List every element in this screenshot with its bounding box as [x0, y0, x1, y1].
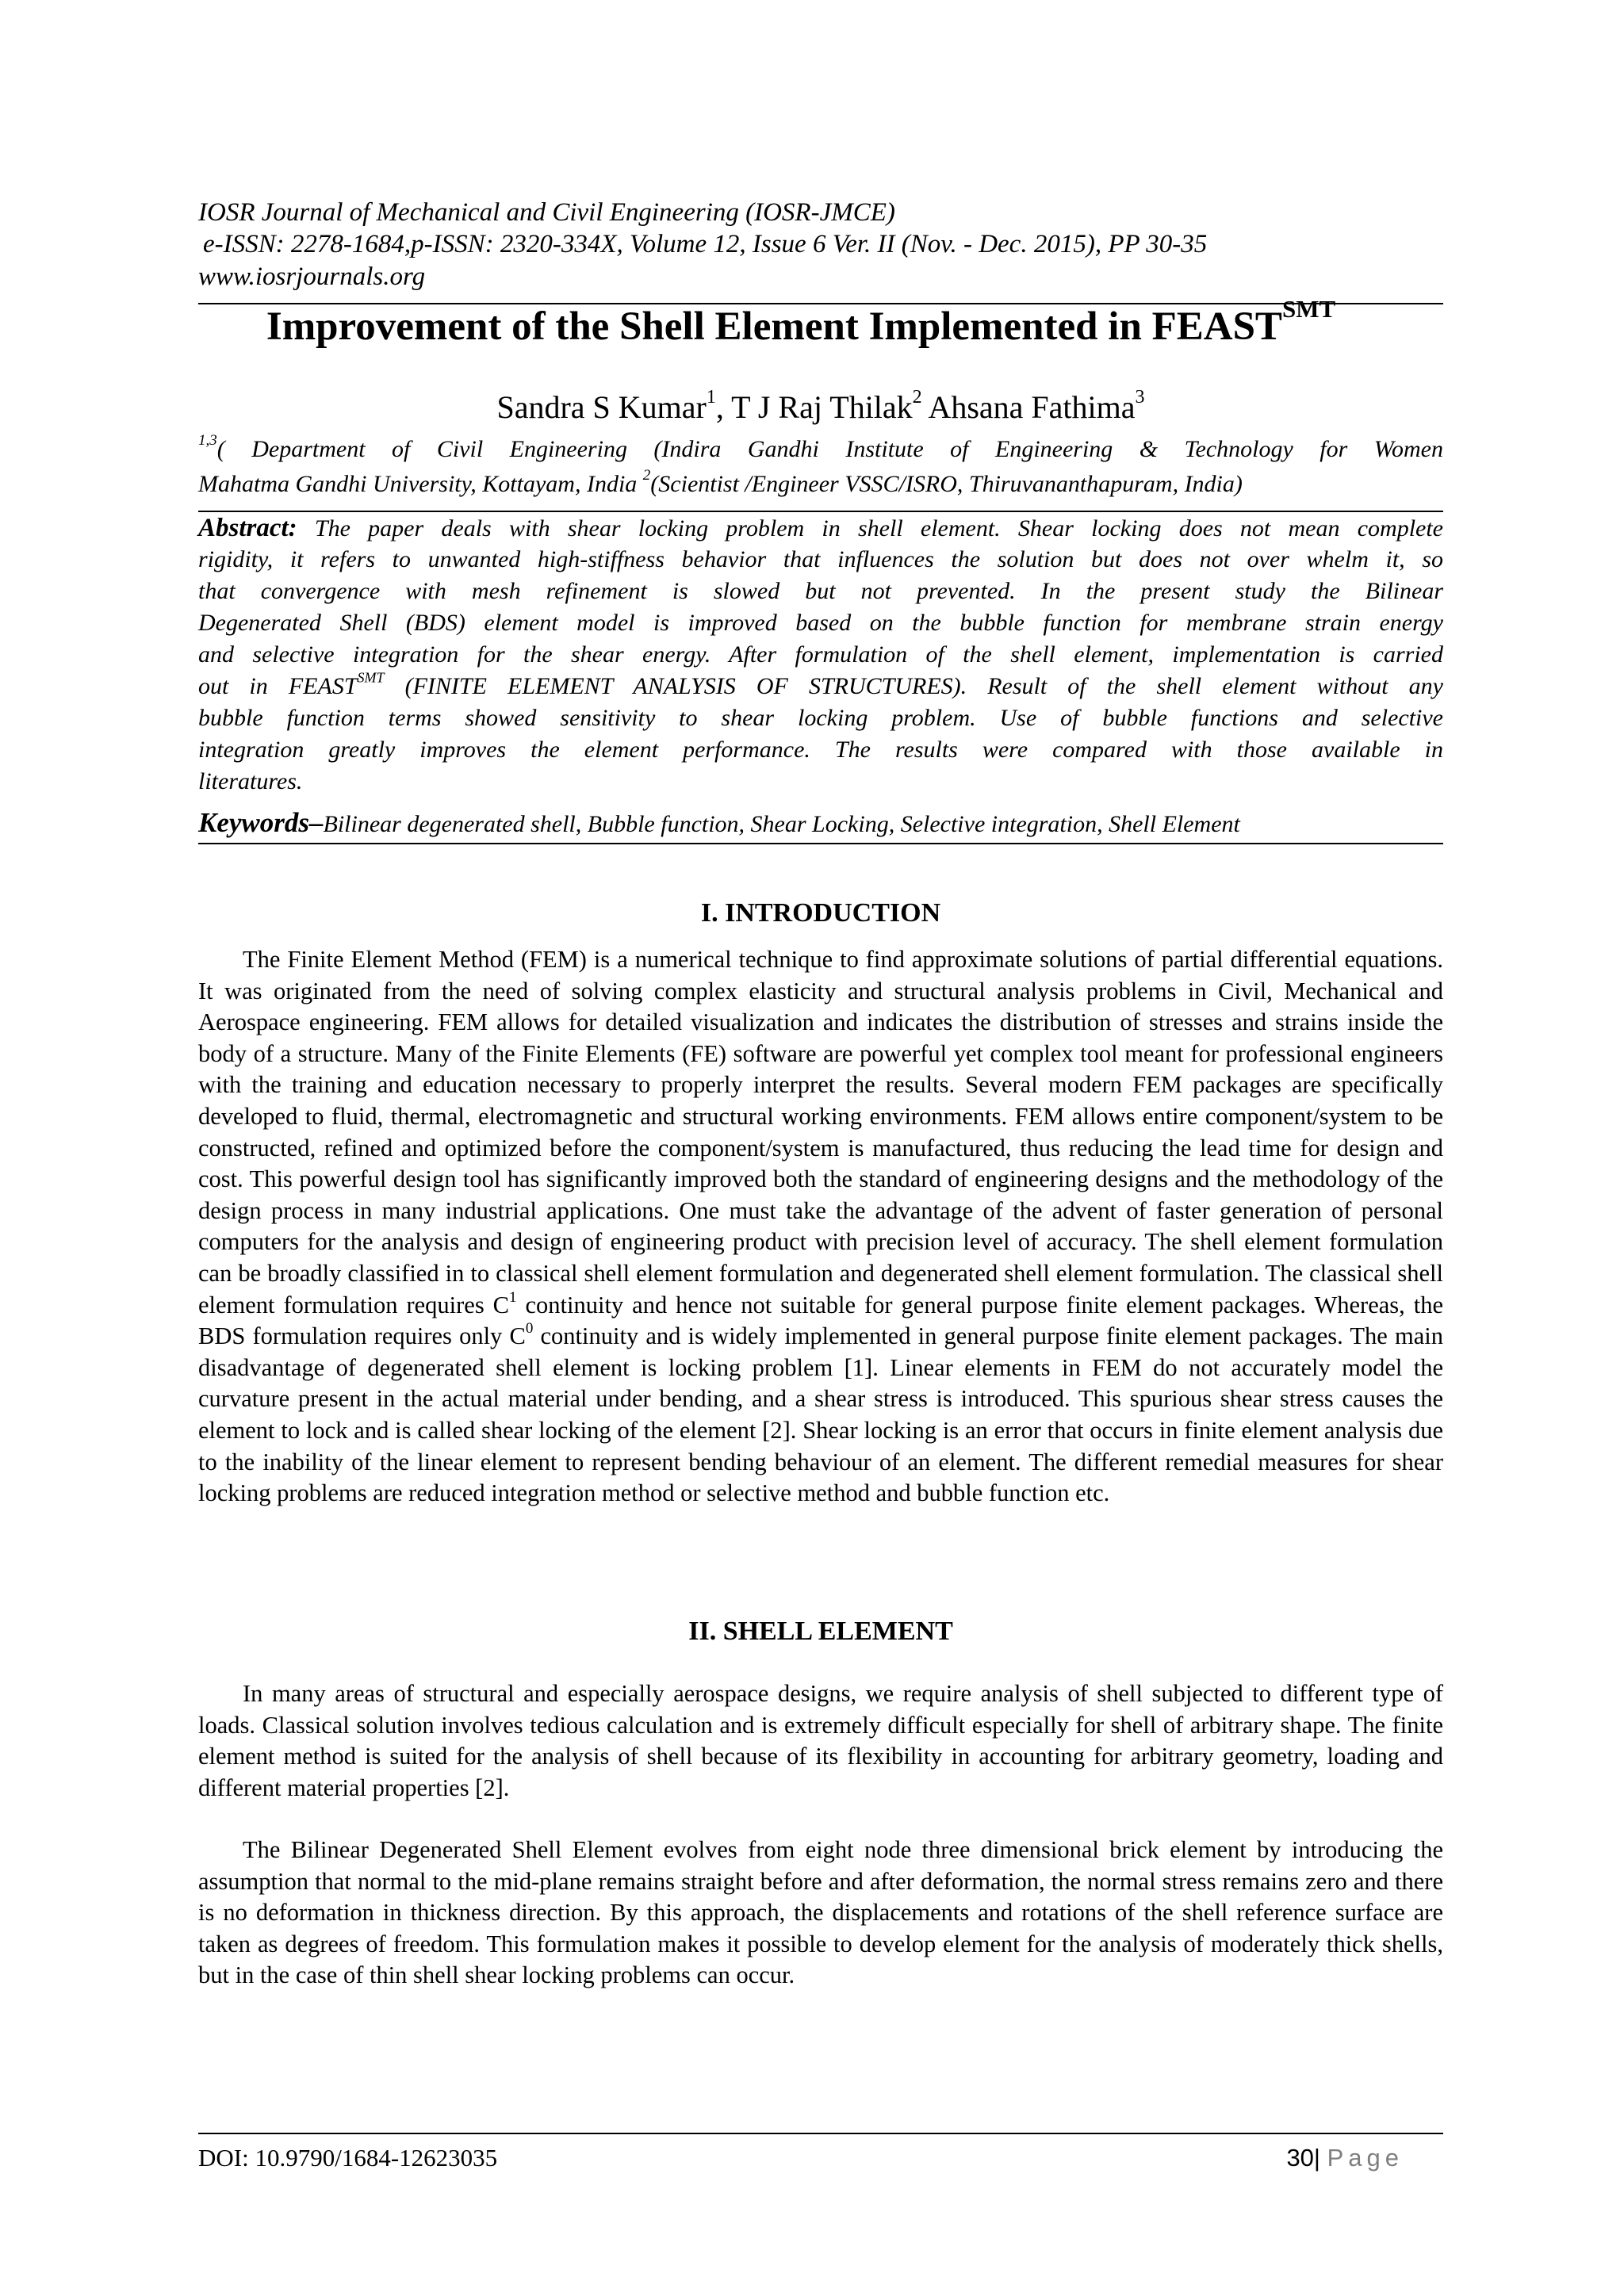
abstract-line: that convergence with mesh refinement is slowed but not prevented. In the present study the Bilinear [198, 578, 1443, 604]
abstract-line: bubble function terms showed sensitivity to shear locking problem. Use of bubble functions and selective [198, 705, 1443, 731]
abstract-line: out in $FEAST^{SMT}$ (FINITE ELEMENT ANALYSIS OF STRUCTURES). Result of the shell element without any [198, 669, 1443, 699]
author-sup: 3 [1135, 386, 1145, 408]
author-separator: , [715, 389, 732, 425]
keywords-bottom-rule [198, 843, 1443, 844]
abstract-label: Abstract: [198, 514, 297, 542]
journal-name: IOSR Journal of Mechanical and Civil Engineering (IOSR-JMCE) [198, 198, 895, 227]
abstract-block [198, 512, 1443, 798]
keywords-label: Keywords– [198, 807, 324, 838]
journal-url[interactable]: www.iosrjournals.org [198, 262, 426, 291]
intro-paragraph: The Finite Element Method (FEM) is a numerical technique to find approximate solutions of partial differential equations. It was originated from the need of solving complex elasticity and structural analysis problems in Civil, Mechanical and Aerospace engineering. FEM allows for detailed visualization and indicates the distribution of stresses and strains inside the body of a structure. Many of the Finite Elements (FE) software are powerful yet complex tool meant for professional engineers with the training and education necessary to properly interpret the results. Several modern FEM packages are specifically developed to fluid, thermal, electromagnetic and structural working environments. FEM allows entire component/system to be constructed, refined and optimized before the component/system is manufactured, thus reducing the lead time for design and cost. This powerful design tool has significantly improved both the standard of engineering designs and the methodology of the design process in many industrial applications. One must take the advantage of the advent of faster generation of personal computers for the analysis and design of engineering product with precision level of accuracy. The shell element formulation can be broadly classified in to classical shell element formulation and degenerated shell element formulation. The classical shell element formulation requires $C^1$ continuity and hence not suitable for general purpose finite element packages. Whereas, the BDS formulation requires only $C^0$ continuity and is widely implemented in general purpose finite element packages. The main disadvantage of degenerated shell element is locking problem [1]. Linear elements in FEM do not accurately model the curvature present in the actual material under bending, and a shear stress is introduced. This spurious shear stress causes the element to lock and is called shear locking of the element [2]. Shear locking is an error that occurs in finite element analysis due to the inability of the linear element to represent bending behaviour of an element. The different remedial measures for shear locking problems are reduced integration method or selective method and bubble function etc. [198, 946, 1443, 1507]
author-name: Ahsana Fathima [928, 389, 1136, 425]
title-text: Improvement of the Shell Element Implemented in FEAST [266, 304, 1282, 349]
keywords [198, 806, 1443, 841]
abstract-line: Abstract: The paper deals with shear locking problem in shell element. Shear locking does not mean complete [198, 514, 1443, 542]
title-superscript: SMT [1281, 295, 1336, 323]
affiliation-sup: 1,3 [198, 431, 217, 449]
author-list [198, 388, 1443, 427]
page-number: 30| Page [1286, 2144, 1404, 2172]
keywords-text: Bilinear degenerated shell, Bubble function, Shear Locking, Selective integration, Shell Element [323, 811, 1240, 837]
abstract-line: and selective integration for the shear energy. After formulation of the shell element, implementation is carried [198, 641, 1443, 668]
author-sup: 2 [912, 386, 922, 408]
shell-element-paragraph: The Bilinear Degenerated Shell Element evolves from eight node three dimensional brick element by introducing the assumption that normal to the mid-plane remains straight before and after deformation, the normal stress remains zero and there is no deformation in thickness direction. By this approach, the displacements and rotations of the shell reference surface are taken as degrees of freedom. This formulation makes it possible to develop element for the analysis of moderately thick shells, but in the case of thin shell shear locking problems can occur. [198, 1836, 1443, 1989]
affiliation-line-2: Mahatma Gandhi University, Kottayam, India $^2$(Scientist /Engineer VSSC/ISRO, Thiruvananthapuram, India) [198, 466, 1243, 497]
paper-page [198, 0, 1443, 2296]
abstract-line: literatures. [198, 768, 303, 794]
affiliation-line-1: $^{1,3}$( Department of Civil Engineering (Indira Gandhi Institute of Engineering & Technology for Women [198, 431, 1443, 462]
affiliation-sup: 2 [642, 466, 651, 484]
shell-element-paragraph: In many areas of structural and especially aerospace designs, we require analysis of shell subjected to different type of loads. Classical solution involves tedious calculation and is extremely difficult especially for shell of arbitrary shape. The finite element method is suited for the analysis of shell because of its flexibility in accounting for arbitrary geometry, loading and different material properties [2]. [198, 1680, 1443, 1801]
footer-rule [198, 2133, 1443, 2134]
abstract-line: rigidity, it refers to unwanted high-stiffness behavior that influences the solution but does not over whelm it, so [198, 546, 1443, 572]
doi-text: DOI: 10.9790/1684-12623035 [198, 2144, 498, 2172]
author-name: Sandra S Kumar [496, 389, 707, 425]
paper-title [198, 295, 1404, 350]
journal-issn: e-ISSN: 2278-1684,p-ISSN: 2320-334X, Volume 12, Issue 6 Ver. II (Nov. - Dec. 2015), PP 30-35 [203, 230, 1208, 258]
section-heading: I. INTRODUCTION [700, 898, 941, 928]
section-heading: II. SHELL ELEMENT [688, 1617, 953, 1646]
abstract-line: Degenerated Shell (BDS) element model is improved based on the bubble function for membrane strain energy [198, 610, 1443, 636]
abstract-line: integration greatly improves the element performance. The results were compared with those available in [198, 737, 1443, 763]
author-sup: 1 [706, 386, 716, 408]
author-name: T J Raj Thilak [731, 389, 913, 425]
abstract-superscript: SMT [357, 669, 385, 686]
